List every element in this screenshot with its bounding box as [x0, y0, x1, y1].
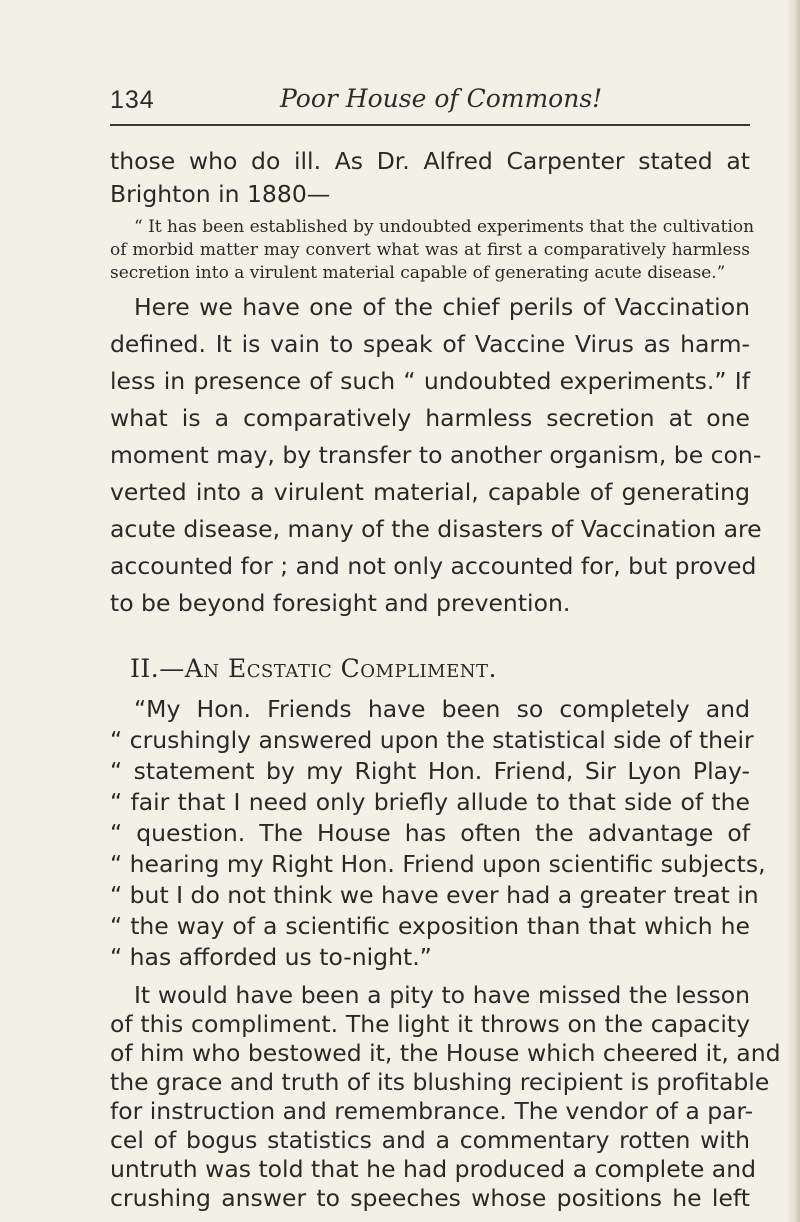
section-heading: II.—An Ecstatic Compliment. [130, 654, 497, 683]
text-line: “ statement by my Right Hon. Friend, Sir Lyon Play- [110, 757, 750, 785]
quote-line: of morbid matter may convert what was at first a comparatively harmless [110, 240, 750, 260]
text-line: less in presence of such “ undoubted experiments.” If [110, 367, 750, 395]
text-line: It would have been a pity to have missed the lesson [134, 981, 750, 1009]
text-line: “ but I do not think we have ever had a greater treat in [110, 881, 759, 909]
text-line: for instruction and remembrance. The vendor of a par- [110, 1097, 754, 1125]
text-line: “ fair that I need only briefly allude to that side of the [110, 788, 750, 816]
text-line: “ has afforded us to-night.” [110, 943, 432, 971]
text-line: cel of bogus statistics and a commentary rotten with [110, 1126, 750, 1154]
running-title: Poor House of Commons! [280, 84, 603, 113]
text-line: defined. It is vain to speak of Vaccine Virus as harm- [110, 330, 750, 358]
quote-line: “ It has been established by undoubted experiments that the cultivation [134, 217, 755, 237]
text-line: “ the way of a scientific exposition than that which he [110, 912, 750, 940]
text-line: the grace and truth of its blushing recipient is profitable [110, 1068, 770, 1096]
text-line: accounted for ; and not only accounted for, but proved [110, 552, 757, 580]
text-line: acute disease, many of the disasters of Vaccination are [110, 515, 762, 543]
text-line: crushing answer to speeches whose positions he left [110, 1184, 750, 1212]
text-line: “ hearing my Right Hon. Friend upon scientific subjects, [110, 850, 766, 878]
text-line: of this compliment. The light it throws on the capacity [110, 1010, 750, 1038]
text-line: those who do ill. As Dr. Alfred Carpenter stated at [110, 147, 750, 175]
page-edge-shadow [786, 0, 800, 1222]
text-line: “ question. The House has often the advantage of [110, 819, 750, 847]
quote-line: secretion into a virulent material capable of generating acute disease.” [110, 263, 726, 283]
text-line: what is a comparatively harmless secretion at one [110, 404, 750, 432]
text-line: Brighton in 1880— [110, 180, 331, 208]
text-line: verted into a virulent material, capable of generating [110, 478, 750, 506]
text-line: to be beyond foresight and prevention. [110, 589, 571, 617]
page-number: 134 [110, 86, 155, 114]
block-quote [110, 216, 755, 285]
text-line: Here we have one of the chief perils of Vaccination [134, 293, 750, 321]
text-line: moment may, by transfer to another organism, be con- [110, 441, 762, 469]
text-line: “ crushingly answered upon the statistical side of their [110, 726, 754, 754]
page-header [110, 86, 750, 126]
text-line: “My Hon. Friends have been so completely and [134, 695, 750, 723]
text-line: untruth was told that he had produced a complete and [110, 1155, 757, 1183]
text-line: of him who bestowed it, the House which cheered it, and [110, 1039, 781, 1067]
header-rule [110, 124, 750, 126]
